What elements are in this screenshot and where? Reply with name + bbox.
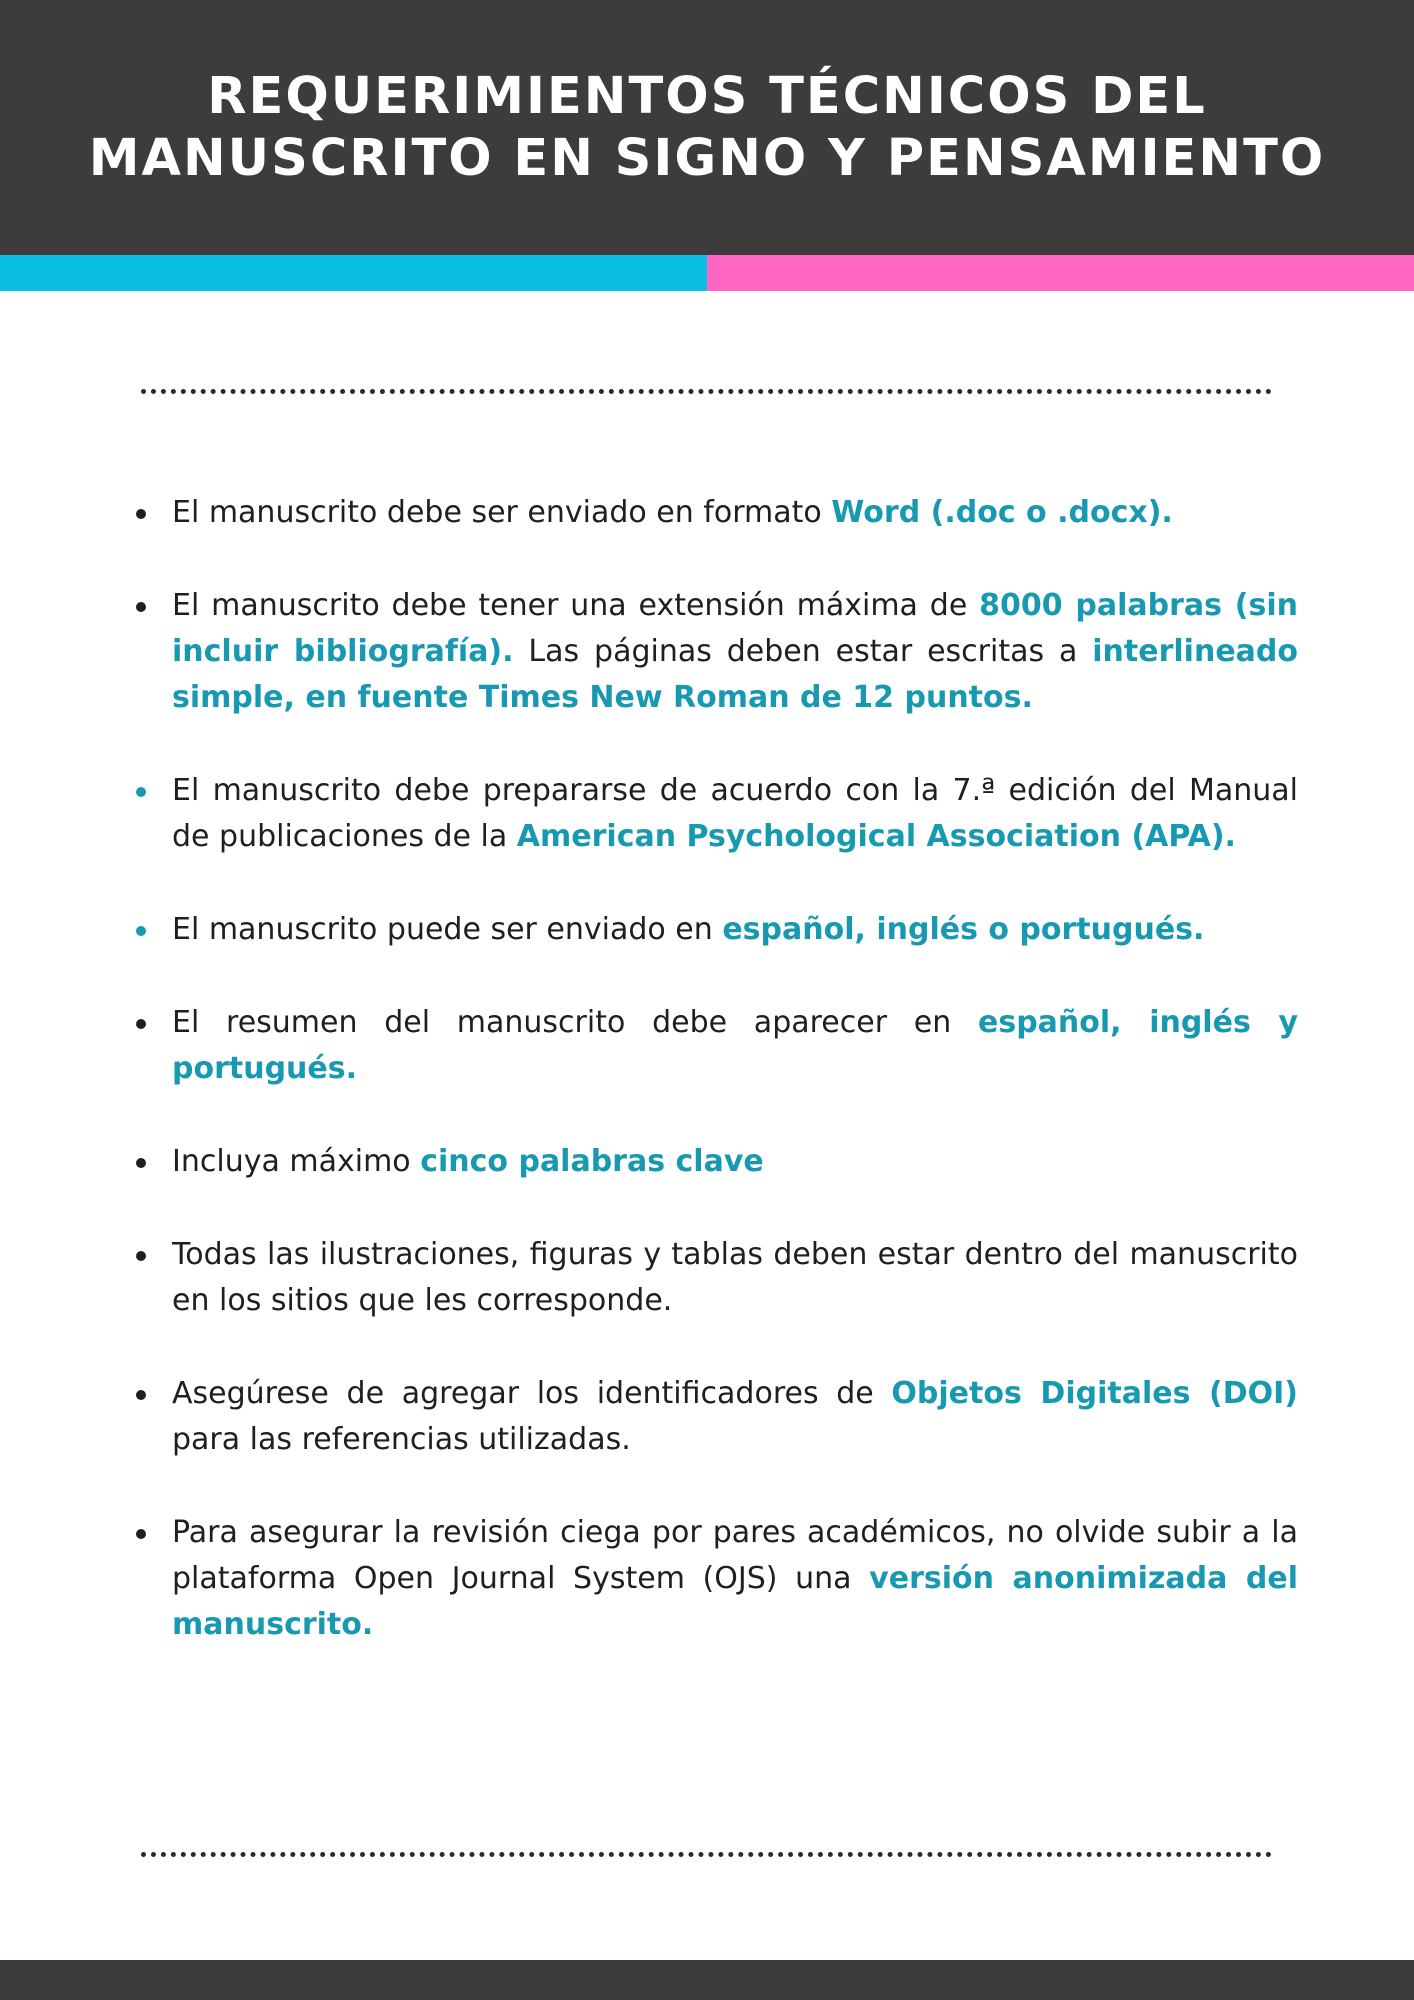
requirement-item (172, 907, 1298, 953)
highlighted-text: versión anonimizada del manuscrito. (172, 1561, 1298, 1642)
body-text: El resumen del manuscrito debe aparecer en (172, 1005, 978, 1040)
accent-stripe-cyan (0, 255, 707, 291)
body-text: El manuscrito puede ser enviado en (172, 912, 723, 947)
page-title (17, 66, 1397, 190)
highlighted-text: 8000 palabras (sin incluir bibliografía). (172, 588, 1298, 669)
requirement-item (172, 1232, 1298, 1324)
requirement-item (172, 583, 1298, 721)
header-banner (0, 0, 1414, 255)
title-line-1: REQUERIMIENTOS TÉCNICOS DEL (207, 66, 1207, 126)
bullet-icon (136, 509, 146, 519)
requirement-item (172, 490, 1298, 536)
highlighted-text: español, inglés o portugués. (722, 912, 1205, 947)
bullet-icon (136, 926, 146, 936)
dotted-divider-top (141, 389, 1272, 394)
requirement-item (172, 1000, 1298, 1092)
bullet-icon (136, 1158, 146, 1168)
requirement-item (172, 1139, 1298, 1185)
dotted-divider-bottom (141, 1852, 1272, 1857)
body-text: Incluya máximo (172, 1144, 421, 1179)
highlighted-text: Objetos Digitales (DOI) (891, 1376, 1298, 1411)
body-text: Las páginas deben estar escritas a (513, 634, 1093, 669)
highlighted-text: español, inglés y portugués. (172, 1005, 1298, 1086)
body-text: Todas las ilustraciones, figuras y tablas deben estar dentro del manuscrito en los sitios que les corresponde. (172, 1237, 1298, 1318)
highlighted-text: cinco palabras clave (420, 1144, 764, 1179)
bullet-icon (136, 1019, 146, 1029)
bullet-icon (136, 1529, 146, 1539)
accent-stripe-pink (707, 255, 1414, 291)
footer-bar (0, 1960, 1414, 2000)
requirements-list (172, 490, 1298, 1695)
highlighted-text: interlineado simple, en fuente Times New Roman de 12 puntos. (172, 634, 1298, 715)
bullet-icon (136, 787, 146, 797)
body-text: para las referencias utilizadas. (172, 1422, 631, 1457)
requirement-item (172, 768, 1298, 860)
title-line-2: MANUSCRITO EN SIGNO Y PENSAMIENTO (88, 128, 1326, 188)
body-text: El manuscrito debe ser enviado en formato (172, 495, 832, 530)
highlighted-text: Word (.doc o .docx). (831, 495, 1173, 530)
body-text: El manuscrito debe tener una extensión máxima de (172, 588, 980, 623)
bullet-icon (136, 1251, 146, 1261)
requirement-item (172, 1510, 1298, 1648)
bullet-icon (136, 602, 146, 612)
body-text: Para asegurar la revisión ciega por pares académicos, no olvide subir a la plataforma Open Journal System (OJS) una (172, 1515, 1298, 1596)
requirement-item (172, 1371, 1298, 1463)
body-text: Asegúrese de agregar los identificadores de (172, 1376, 892, 1411)
bullet-icon (136, 1390, 146, 1400)
body-text: El manuscrito debe prepararse de acuerdo con la 7.ª edición del Manual de publicaciones de la (172, 773, 1298, 854)
highlighted-text: American Psychological Association (APA). (516, 819, 1236, 854)
